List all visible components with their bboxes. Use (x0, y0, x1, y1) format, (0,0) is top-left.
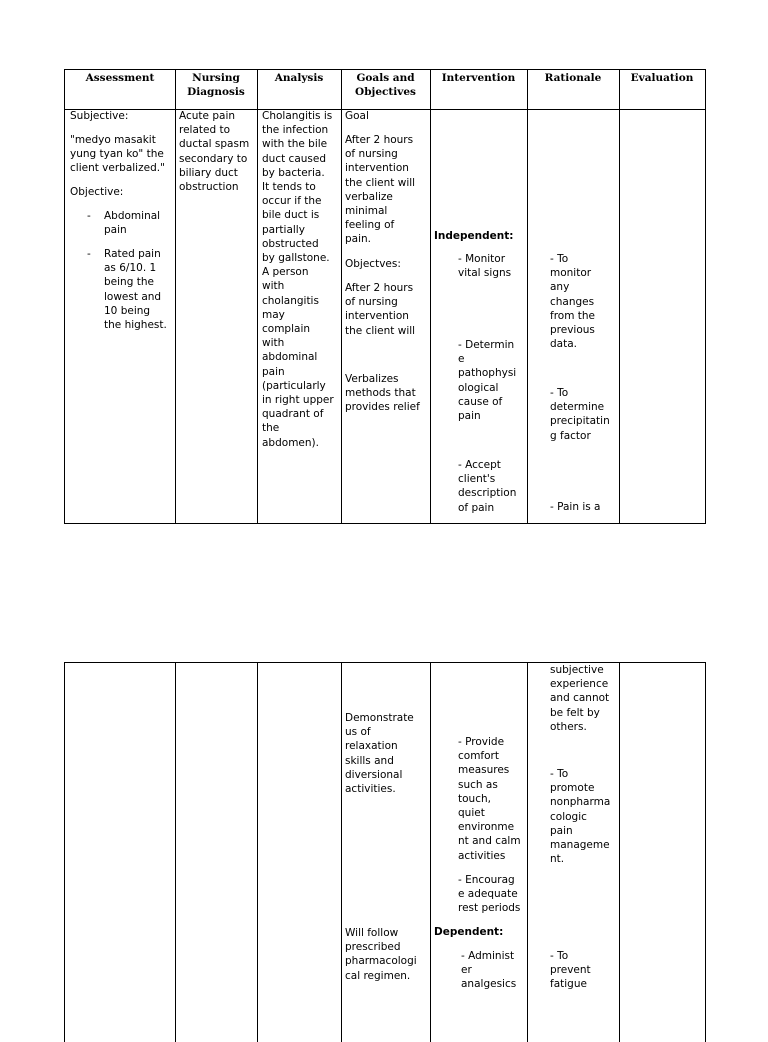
column-divider (341, 663, 342, 1042)
column-divider (257, 663, 258, 1042)
column-divider (527, 663, 528, 1042)
independent-label: Independent: (434, 230, 514, 242)
subjective-quote: "medyo masakit yung tyan ko" the client verbalized." (70, 134, 165, 175)
objective-item: Rated pain as 6/10. 1 being the lowest and 10 being the highest. (104, 248, 167, 332)
header-goals-objectives: Goals and Objectives (355, 72, 416, 98)
objective-item: Abdominal pain (104, 210, 161, 237)
dependent-label: Dependent: (434, 926, 504, 938)
intervention-item: - Monitor vital signs (458, 253, 512, 280)
objective-item: Verbalizes methods that provides relief (345, 373, 420, 414)
objective-label: Objective: (70, 186, 124, 198)
intervention-item: - Provide comfort measures such as touch, quiet environme nt and calm activities (458, 736, 521, 862)
column-divider (430, 663, 431, 1042)
intervention-item: - Determin e pathophysi ological cause of pain (458, 339, 517, 423)
intervention-item: - Accept client's description of pain (458, 459, 517, 514)
column-divider (175, 70, 176, 523)
column-divider (619, 663, 620, 1042)
rationale-continued: subjective experience and cannot be felt by others. (550, 664, 610, 733)
analysis-text: Cholangitis is the infection with the bile duct caused by bacteria. It tends to occur if the bile duct is partially obstructed by gallstone. A person with cholangitis may complain with abdominal pain (particularly in right upper quadrant of the abdomen). (262, 110, 334, 449)
column-divider (527, 70, 528, 523)
intervention-item: - Administ er analgesics (461, 950, 517, 991)
column-divider (619, 70, 620, 523)
column-divider (430, 70, 431, 523)
goal-label: Goal (345, 110, 369, 122)
rationale-item: - To prevent fatigue (550, 950, 591, 991)
header-intervention: Intervention (441, 72, 516, 84)
objectives-text: After 2 hours of nursing intervention the client will (345, 282, 416, 337)
intervention-item: - Encourag e adequate rest periods (458, 874, 521, 915)
column-divider (175, 663, 176, 1042)
care-plan-table-2 (64, 662, 706, 1042)
rationale-item: - Pain is a (550, 501, 601, 513)
header-rationale: Rationale (544, 72, 602, 84)
column-divider (257, 70, 258, 523)
objective-dash: - (87, 248, 91, 260)
objectives-label: Objectves: (345, 258, 401, 270)
header-nursing-diagnosis: Nursing Diagnosis (187, 72, 245, 98)
objective-dash: - (87, 210, 91, 222)
header-evaluation: Evaluation (630, 72, 694, 84)
care-plan-table-1 (64, 69, 706, 524)
header-analysis: Analysis (274, 72, 324, 84)
goal-text: After 2 hours of nursing intervention the client will verbalize minimal feeling of pain. (345, 134, 416, 246)
goal-item: Demonstrate us of relaxation skills and diversional activities. (345, 712, 414, 796)
column-divider (341, 70, 342, 523)
rationale-item: - To promote nonpharma cologic pain manageme nt. (550, 768, 611, 866)
subjective-label: Subjective: (70, 110, 129, 122)
goal-item: Will follow prescribed pharmacologi cal regimen. (345, 927, 417, 982)
rationale-item: - To determine precipitatin g factor (550, 387, 610, 442)
header-assessment: Assessment (85, 72, 155, 84)
rationale-item: - To monitor any changes from the previous data. (550, 253, 596, 351)
nursing-diagnosis-text: Acute pain related to ductal spasm secondary to biliary duct obstruction (179, 110, 250, 194)
